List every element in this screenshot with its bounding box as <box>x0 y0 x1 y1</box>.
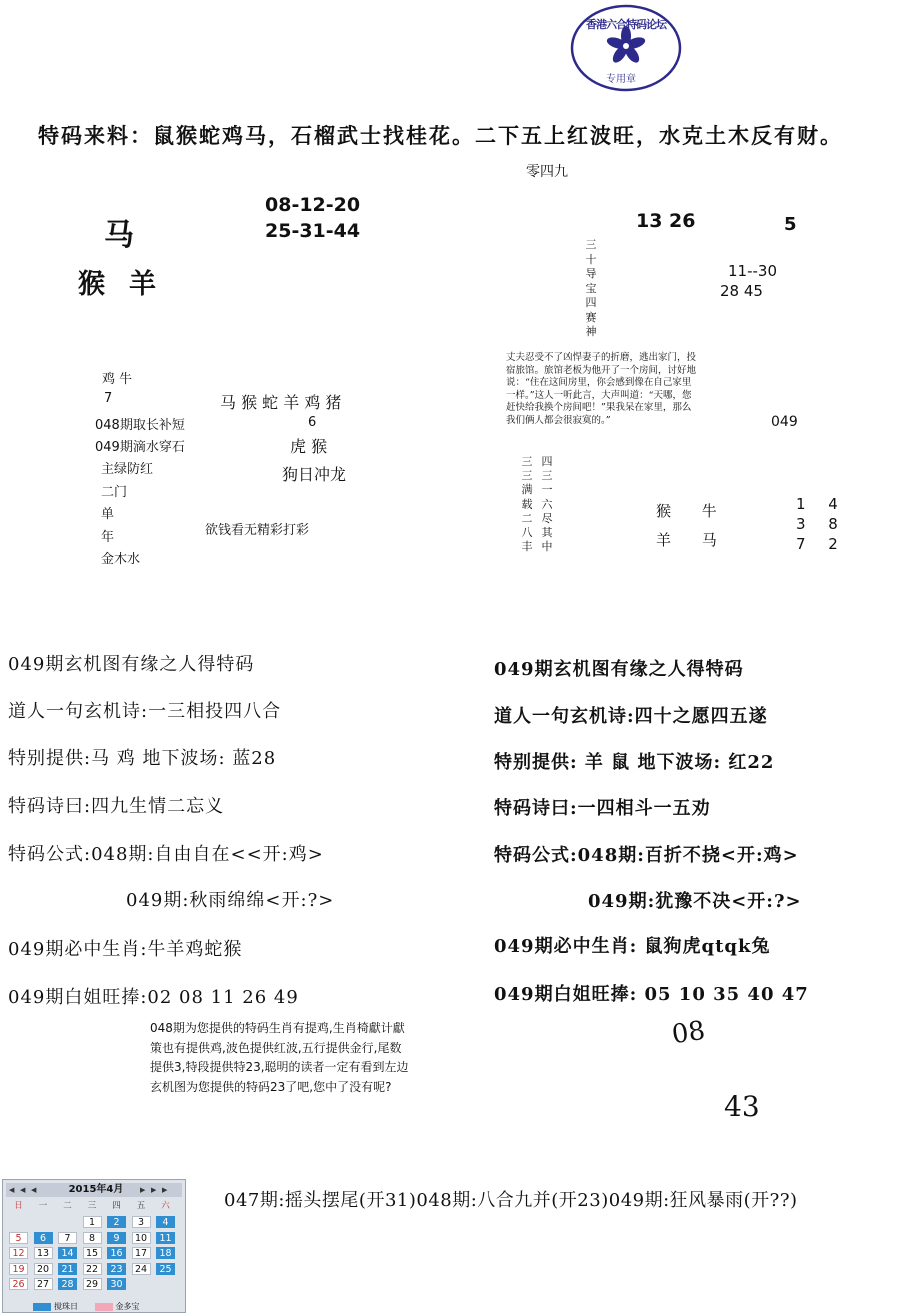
calendar-day[interactable]: 8 <box>83 1232 102 1244</box>
handwritten-08: 08 <box>670 1015 708 1051</box>
six: 6 <box>308 415 317 430</box>
chicken-ox: 鸡 牛 <box>102 372 133 387</box>
calendar-day[interactable]: 25 <box>156 1263 175 1275</box>
calendar-day[interactable]: 23 <box>107 1263 126 1275</box>
pair-goat-horse: 羊 马 <box>656 531 717 549</box>
calendar-day[interactable]: 9 <box>107 1232 126 1244</box>
calendar-header <box>6 1183 182 1197</box>
legend-jackpot: 金多宝 <box>115 1302 140 1311</box>
want-money: 欲钱看无精彩打彩 <box>205 523 310 538</box>
forum-left-line-1: 049期玄机图有缘之人得特码 <box>8 654 255 675</box>
next-year-icon[interactable]: ▶ <box>162 1186 168 1194</box>
green-guard-red: 主绿防红 <box>101 462 154 477</box>
nums-1: 1 4 <box>796 495 838 513</box>
nums-2: 3 8 <box>796 515 838 533</box>
big-horse: 马 <box>104 218 134 253</box>
prev-week-icon[interactable]: ◀ <box>31 1186 37 1194</box>
legend-draw-day: 搅珠日 <box>54 1302 78 1311</box>
range-1: 11--30 <box>728 262 777 280</box>
forum-right-line-4: 特码诗曰:一四相斗一五劝 <box>494 798 711 819</box>
calendar-day[interactable]: 30 <box>107 1278 126 1290</box>
calendar-day[interactable]: 15 <box>83 1247 102 1259</box>
calendar-legend <box>33 1301 140 1312</box>
calendar-widget <box>2 1179 186 1313</box>
calendar-weekday: 六 <box>161 1201 170 1211</box>
calendar-day[interactable]: 16 <box>107 1247 126 1259</box>
next-week-icon[interactable]: ▶ <box>140 1186 146 1194</box>
calendar-day[interactable]: 10 <box>132 1232 151 1244</box>
stamp-ring-text: 香港六合特码论坛 <box>586 18 666 31</box>
calendar-day[interactable]: 3 <box>132 1216 151 1228</box>
forum-left-line-2: 道人一句玄机诗:一三相投四八合 <box>8 701 282 722</box>
calendar-day[interactable]: 20 <box>34 1263 53 1275</box>
forum-right-line-1: 049期玄机图有缘之人得特码 <box>494 659 744 680</box>
calendar-weekday: 二 <box>63 1201 72 1211</box>
forum-stamp <box>570 4 682 92</box>
forum-left-line-3: 特别提供:马 鸡 地下波场: 蓝28 <box>8 748 277 769</box>
forum-right-line-8: 049期白姐旺捧: 05 10 35 40 47 <box>494 984 809 1005</box>
calendar-day[interactable]: 26 <box>9 1278 28 1290</box>
pair-monkey-ox: 猴 牛 <box>656 502 717 520</box>
forum-right-line-7: 049期必中生肖: 鼠狗虎qtqk兔 <box>494 936 771 957</box>
forum-left-line-4: 特码诗曰:四九生情二忘义 <box>8 796 225 817</box>
issue-caption: 零四九 <box>526 164 568 180</box>
calendar-day[interactable]: 28 <box>58 1278 77 1290</box>
calendar-weekday: 一 <box>38 1201 48 1211</box>
prev-year-icon[interactable]: ◀ <box>9 1186 15 1194</box>
calendar-day[interactable]: 17 <box>132 1247 151 1259</box>
forum-left-line-8: 049期白姐旺捧:02 08 11 26 49 <box>8 987 299 1008</box>
calendar-day[interactable]: 19 <box>9 1263 28 1275</box>
calendar-day[interactable]: 12 <box>9 1247 28 1259</box>
forum-right-line-3: 特别提供: 羊 鼠 地下波场: 红22 <box>494 752 775 773</box>
note-paragraph: 048期为您提供的特码生肖有提鸡,生肖椅獻计獻策也有提供鸡,波色提供红波,五行提供金行,尾数提供3,特段提供特23,聪明的读者一定有看到左边玄机图为您提供的特码23了吧,您中了没有呢? <box>150 1021 409 1094</box>
calendar-day[interactable]: 21 <box>58 1263 77 1275</box>
forum-right-line-5: 特码公式:048期:百折不挠<开:鸡> <box>494 845 799 866</box>
calendar-day[interactable]: 24 <box>132 1263 151 1275</box>
legend-blue-swatch <box>33 1303 51 1311</box>
handwritten-43: 43 <box>724 1090 760 1123</box>
top-numbers: 13 26 <box>636 210 696 232</box>
calendar-title: 2015年4月 <box>68 1184 124 1195</box>
two-door: 二门 <box>101 485 128 500</box>
calendar-day[interactable]: 5 <box>9 1232 28 1244</box>
elements: 金木水 <box>101 552 141 567</box>
calendar-day[interactable]: 14 <box>58 1247 77 1259</box>
calendar-day[interactable]: 29 <box>83 1278 102 1290</box>
nums-3: 7 2 <box>796 535 838 553</box>
forum-left-line-7: 049期必中生肖:牛羊鸡蛇猴 <box>8 939 243 960</box>
forum-right-line-2: 道人一句玄机诗:四十之愿四五遂 <box>494 706 768 727</box>
forum-right-line-6: 049期:犹豫不决<开:?> <box>588 891 802 912</box>
legend-pink-swatch <box>95 1303 113 1311</box>
numbers-line-2: 25-31-44 <box>265 220 361 242</box>
seven: 7 <box>104 391 113 406</box>
calendar-weekday: 三 <box>87 1201 97 1211</box>
calendar-day[interactable]: 2 <box>107 1216 126 1228</box>
calendar-day[interactable]: 6 <box>34 1232 53 1244</box>
year: 年 <box>101 530 115 545</box>
calendar-day[interactable]: 1 <box>83 1216 102 1228</box>
calendar-day[interactable]: 4 <box>156 1216 175 1228</box>
calendar-day[interactable]: 22 <box>83 1263 102 1275</box>
headline: 特码来料：鼠猴蛇鸡马，石榴武士找桂花。二下五上红波旺，水克土木反有财。 <box>38 124 843 148</box>
numbers-line-1: 08-12-20 <box>265 194 361 216</box>
calendar-day[interactable]: 18 <box>156 1247 175 1259</box>
forum-left-line-6: 049期:秋雨绵绵<开:?> <box>126 890 335 911</box>
tiger-monkey: 虎 猴 <box>290 437 328 456</box>
footer-history: 047期:摇头摆尾(开31)048期:八合九并(开23)049期:狂风暴雨(开??) <box>224 1190 798 1211</box>
calendar-weekday: 四 <box>112 1201 121 1211</box>
calendar-day[interactable]: 7 <box>58 1232 77 1244</box>
code-049: 049 <box>771 414 798 430</box>
calendar-weekday: 五 <box>136 1201 146 1211</box>
poem-column-1: 三三满载二八丰 <box>521 455 533 554</box>
forum-left-line-5: 特码公式:048期:自由自在<<开:鸡> <box>8 844 324 865</box>
line-049: 049期滴水穿石 <box>95 440 185 455</box>
prev-month-icon[interactable]: ◀ <box>20 1186 26 1194</box>
next-month-icon[interactable]: ▶ <box>151 1186 157 1194</box>
calendar-day[interactable]: 27 <box>34 1278 53 1290</box>
line-048: 048期取长补短 <box>95 418 185 433</box>
range-2: 28 45 <box>720 282 763 300</box>
poem-column-2: 四三一六尽其中 <box>541 455 553 554</box>
dog-dragon: 狗日冲龙 <box>282 465 347 484</box>
stamp-bottom-text: 专用章 <box>606 74 636 85</box>
calendar-day[interactable]: 11 <box>156 1232 175 1244</box>
single: 单 <box>101 507 115 522</box>
calendar-day[interactable]: 13 <box>34 1247 53 1259</box>
story-text: 丈夫忍受不了凶悍妻子的折磨，逃出家门，投宿旅馆。旅馆老板为他开了一个房间，讨好地说：“住在这间房里，你会感到像在自己家里一样。”这人一听此言，大声叫道：“天哪，您赶快给我换个房间吧！”果我呆在家里，那么我们俩人都会很寂寞的。” <box>506 352 697 426</box>
zodiac-row: 马 猴 蛇 羊 鸡 猪 <box>220 393 342 412</box>
big-monkey-goat: 猴羊 <box>78 269 180 300</box>
five: 5 <box>784 214 797 235</box>
calendar-weekday: 日 <box>14 1201 23 1211</box>
vertical-text: 三十导宝四赛神 <box>585 238 597 338</box>
